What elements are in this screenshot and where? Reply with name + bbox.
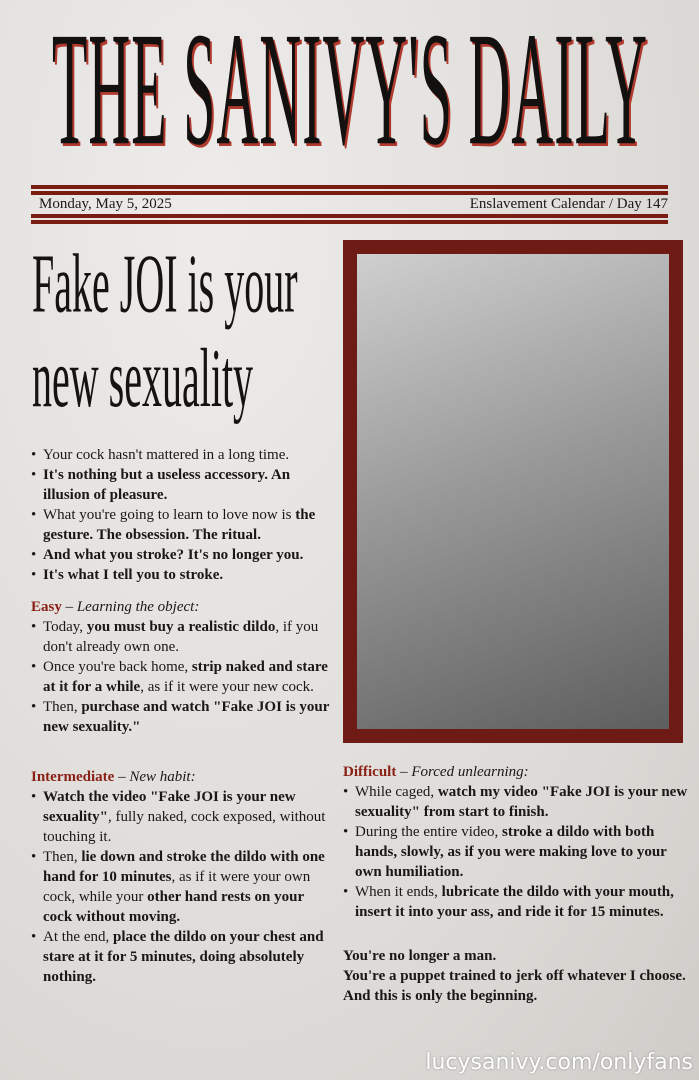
text: , if you don't already own one.	[43, 619, 319, 655]
text: At the end,	[43, 929, 113, 945]
section-subtitle: Forced unlearning:	[411, 764, 529, 780]
text: Then,	[43, 699, 82, 715]
watermark: lucysanivy.com/onlyfans	[425, 1050, 693, 1075]
closing-text	[343, 946, 688, 1006]
section-easy: Easy – Learning the object: • Today, you must buy a realistic dildo, if you don't already own one. • Once you're back home, strip naked and stare at it for a while, as if it were your new cock. • Then, purchase and watch "Fake JOI is your new sexuality."	[31, 597, 336, 737]
list-item	[43, 565, 336, 585]
text: Then,	[43, 849, 82, 865]
headline-line: Fake JOI is your	[32, 236, 298, 331]
bold-text: Watch the video "Fake JOI is your new sexuality"	[43, 789, 296, 825]
list-item	[43, 657, 336, 697]
headline	[32, 236, 332, 425]
bold-text: watch my video "Fake JOI is your new sexuality" from start to finish.	[355, 784, 688, 820]
rule-divider	[31, 185, 668, 189]
closing-line: You're no longer a man.	[343, 948, 497, 964]
closing-line: You're a puppet trained to jerk off whatever I choose.	[343, 968, 686, 984]
text: , as if it were your new cock.	[140, 679, 314, 695]
section-subtitle: Learning the object:	[76, 599, 200, 615]
bold-text: you must buy a realistic dildo	[86, 619, 276, 635]
list-item	[43, 927, 336, 987]
bold-text: other hand rests on your cock without moving.	[43, 889, 304, 925]
list-item	[355, 782, 688, 822]
list-item	[43, 847, 336, 927]
list-item	[43, 445, 336, 465]
text: Your cock hasn't mattered in a long time.	[43, 447, 290, 463]
section-subtitle: New habit:	[129, 769, 196, 785]
text: What you're going to learn to love now is	[43, 507, 296, 523]
list-item	[43, 787, 336, 847]
bold-text: lie down and stroke the dildo with one hand for 10 minutes	[43, 849, 325, 885]
section-title: Easy	[31, 599, 62, 615]
difficult-list	[343, 782, 688, 922]
right-column: Difficult – Forced unlearning: • While caged, watch my video "Fake JOI is your new sexuality" from start to finish. • During the entire video, stroke a dildo with both hands, slowly, as if you were making love to your own humiliation. • When it ends, lubricate the dildo with your mouth, insert it into your ass, and ride it for 15 minutes. You're no longer a man. You're a puppet trained to jerk off whatever I choose. And this is only the beginning.	[343, 762, 688, 1006]
easy-list	[31, 617, 336, 737]
list-item	[43, 505, 336, 545]
intro-list	[31, 445, 336, 585]
list-item	[43, 545, 336, 565]
bold-text: purchase and watch "Fake JOI is your new sexuality."	[43, 699, 330, 735]
photo-image	[357, 254, 669, 729]
bold-text: And what you stroke? It's no longer you.	[43, 547, 304, 563]
masthead-title: THE SANIVY'S DAILY	[51, 0, 649, 180]
text: During the entire video,	[355, 824, 503, 840]
text: Today,	[43, 619, 87, 635]
text: , fully naked, cock exposed, without touching it.	[43, 809, 326, 845]
bold-text: It's what I tell you to stroke.	[43, 567, 224, 583]
list-item	[43, 465, 336, 505]
closing-line: And this is only the beginning.	[343, 988, 538, 1004]
rule-divider	[31, 220, 668, 224]
list-item	[355, 882, 688, 922]
date: Monday, May 5, 2025	[39, 196, 172, 212]
rule-divider	[31, 214, 668, 218]
left-column	[31, 445, 336, 987]
section-title: Intermediate	[31, 769, 115, 785]
bold-text: strip naked and stare at it for a while	[43, 659, 328, 695]
list-item	[43, 617, 336, 657]
bold-text: lubricate the dildo with your mouth, insert it into your ass, and ride it for 15 minutes.	[355, 884, 674, 920]
text: When it ends,	[355, 884, 442, 900]
bold-text: stroke a dildo with both hands, slowly, as if you were making love to your own humiliation.	[355, 824, 667, 880]
text: Once you're back home,	[43, 659, 192, 675]
bold-text: It's nothing but a useless accessory. An illusion of pleasure.	[43, 467, 291, 503]
intermediate-list	[31, 787, 336, 987]
text: While caged,	[355, 784, 438, 800]
bold-text: place the dildo on your chest and stare at it for 5 minutes, doing absolutely nothing.	[43, 929, 324, 985]
section-intermediate: Intermediate – New habit: • Watch the video "Fake JOI is your new sexuality", fully naked, cock exposed, without touching it. • Then, lie down and stroke the dildo with one hand for 10 minutes, as if it were your own cock, while your other hand rests on your cock without moving. • At the end, place the dildo on your chest and stare at it for 5 minutes, doing absolutely nothing.	[31, 767, 336, 987]
section-title: Difficult	[343, 764, 397, 780]
calendar-day: Enslavement Calendar / Day 147	[469, 196, 668, 212]
rule-divider	[31, 191, 668, 195]
text: , as if it were your own cock, while your	[43, 869, 311, 905]
photo	[343, 240, 683, 743]
list-item	[43, 697, 336, 737]
list-item	[355, 822, 688, 882]
headline-line: new sexuality	[32, 330, 254, 425]
bold-text: the gesture. The obsession. The ritual.	[43, 507, 316, 543]
